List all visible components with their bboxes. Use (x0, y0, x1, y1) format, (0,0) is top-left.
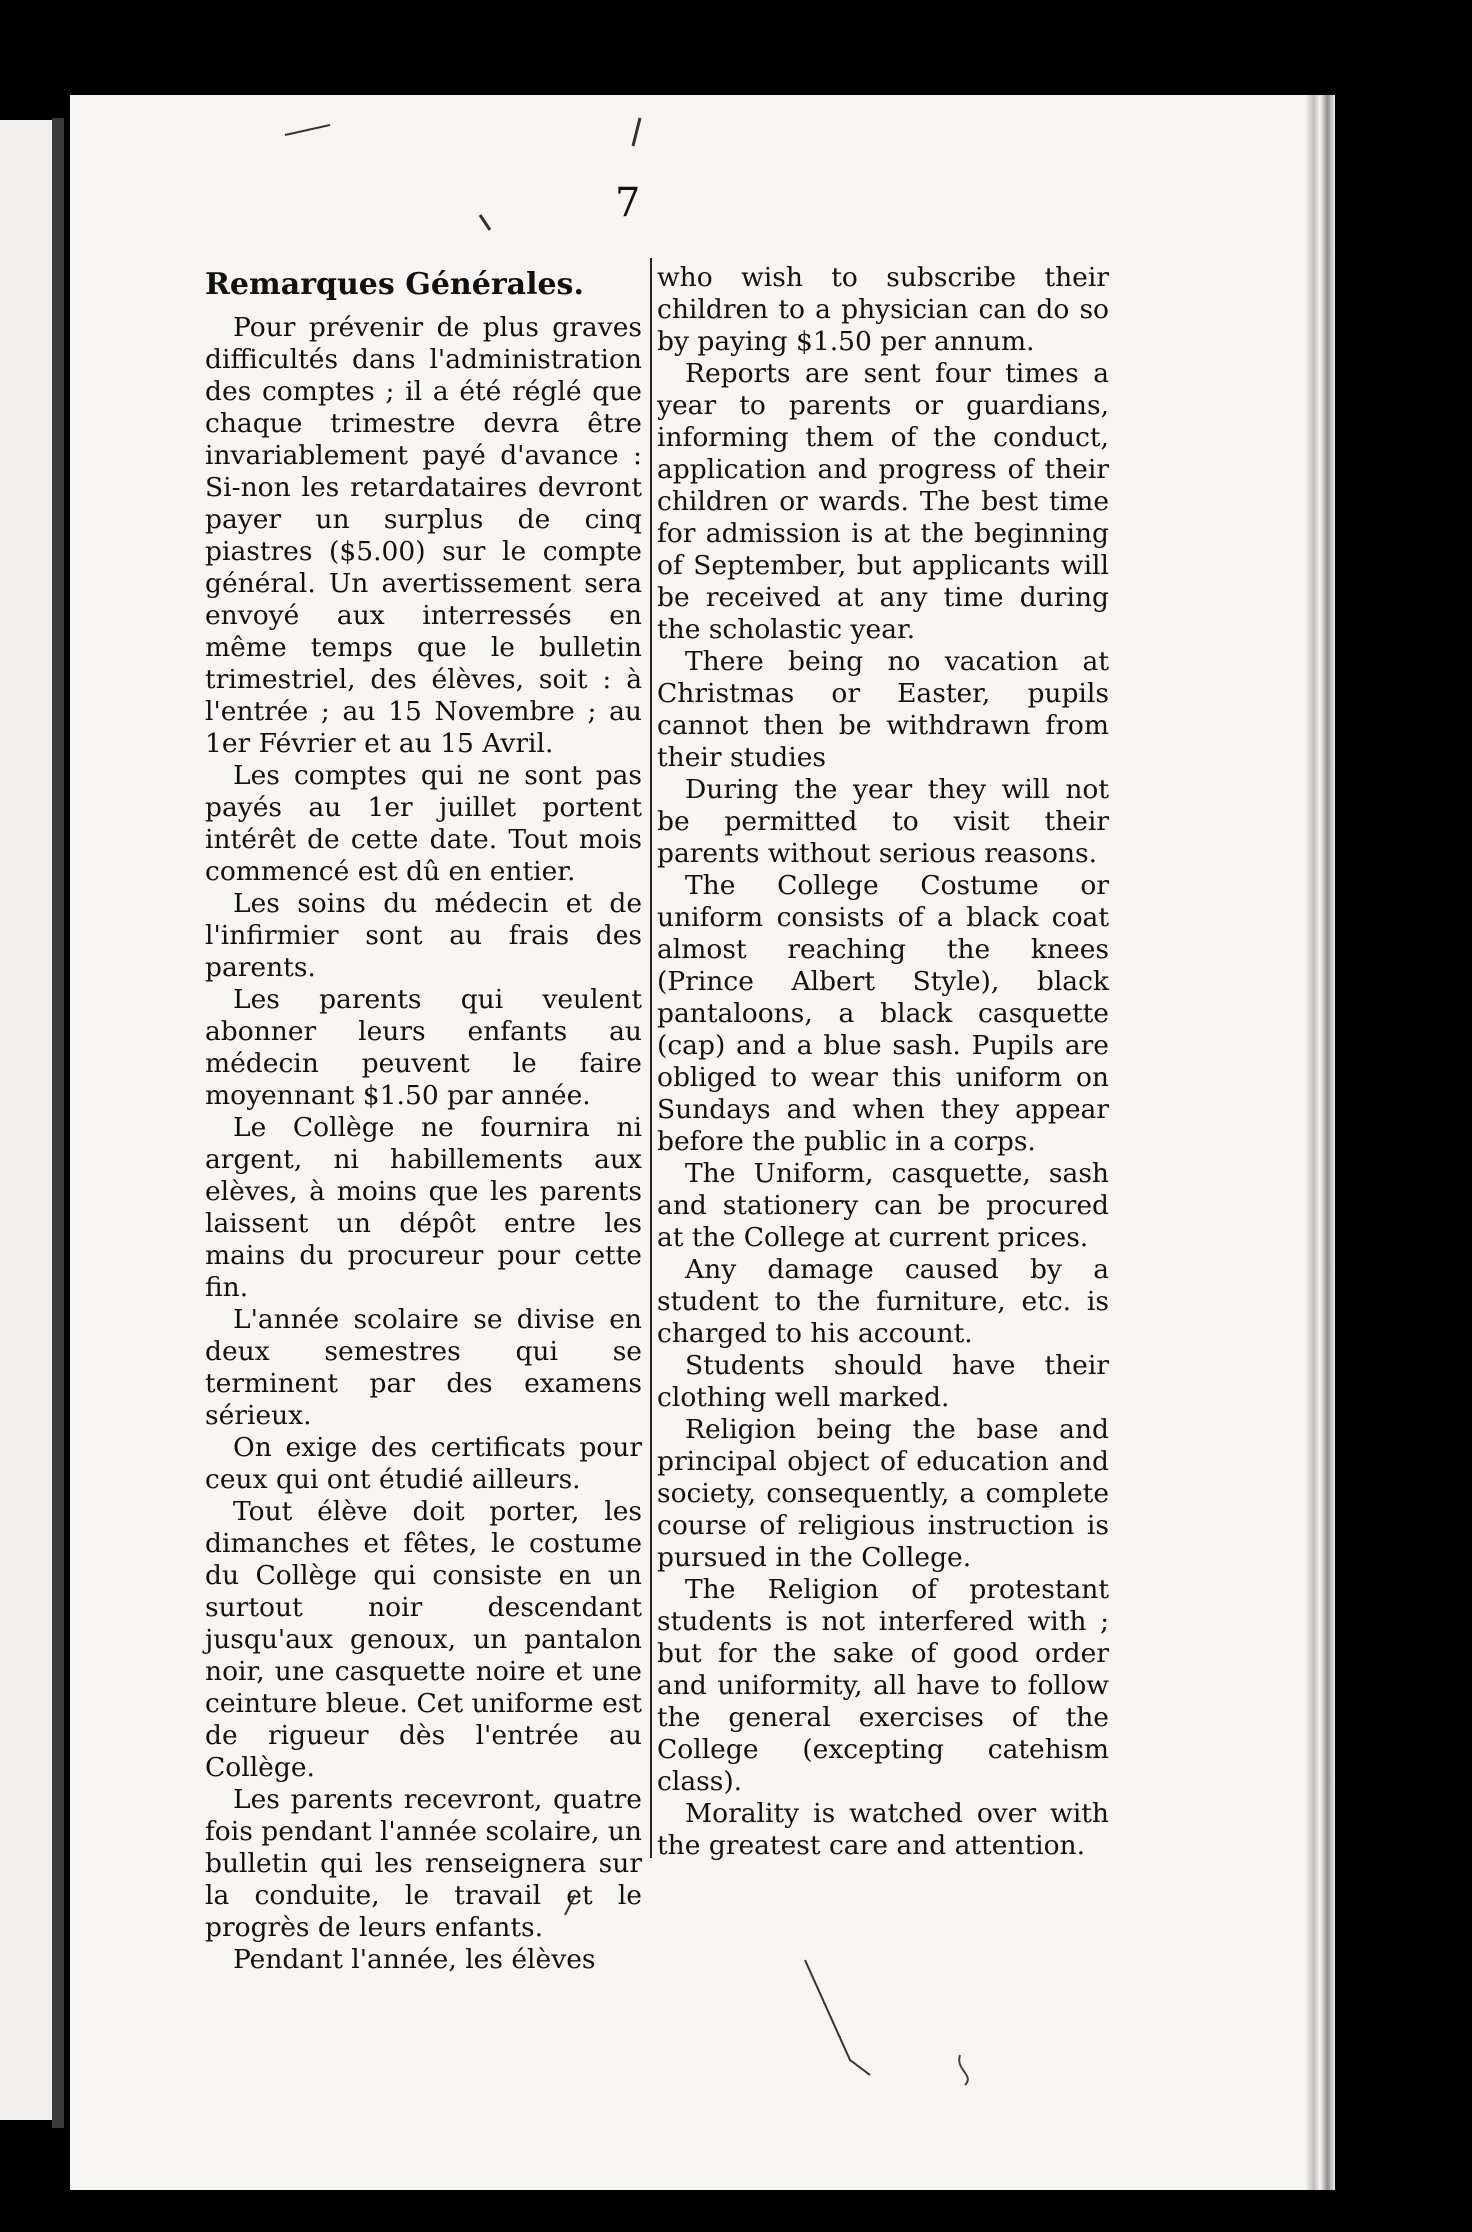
right-column-english (657, 262, 1109, 1862)
paragraph: Pendant l'année, les élèves (233, 1944, 596, 1975)
paragraph: Les parents recevront, quatre fois pendant l'année scolaire, un bulletin qui les renseignera sur la conduite, le travail et le progrès de leurs enfants. (205, 1784, 642, 1943)
paragraph: Les parents qui veulent abonner leurs enfants au médecin peuvent le faire moyennant $1.50 par année. (205, 984, 642, 1111)
paragraph: The Uniform, casquette, sash and stationery can be procured at the College at current prices. (657, 1158, 1109, 1253)
paragraph: On exige des certificats pour ceux qui ont étudié ailleurs. (205, 1432, 642, 1495)
paragraph: Pour prévenir de plus graves difficultés dans l'administration des comptes ; il a été réglé que chaque trimestre devra être invariablement payé d'avance : Si-non les retardataires devront payer un surplus de cinq piastres ($5.00) sur le compte général. Un avertissement sera envoyé aux interressés en même temps que le bulletin trimestriel, des élèves, soit : à l'entrée ; au 15 Novembre ; au 1er Février et au 15 Avril. (205, 312, 642, 759)
paragraph: Les comptes qui ne sont pas payés au 1er juillet portent intérêt de cette date. Tout mois commencé est dû en entier. (205, 760, 642, 887)
paragraph: During the year they will not be permitted to visit their parents without serious reasons. (657, 774, 1109, 869)
paragraph: Religion being the base and principal object of education and society, consequently, a complete course of religious instruction is pursued in the College. (657, 1414, 1109, 1573)
paragraph: Students should have their clothing well marked. (657, 1350, 1109, 1413)
page-gutter-shadow (52, 118, 64, 2128)
paragraph: Morality is watched over with the greatest care and attention. (657, 1798, 1109, 1861)
paragraph: Any damage caused by a student to the furniture, etc. is charged to his account. (657, 1254, 1109, 1349)
paragraph: The Religion of protestant students is not interfered with ; but for the sake of good order and uniformity, all have to follow the general exercises of the College (excepting catehism class). (657, 1574, 1109, 1797)
page-stack-edge (1305, 95, 1335, 2190)
section-heading: Remarques Générales. (205, 267, 584, 302)
paragraph: Tout élève doit porter, les dimanches et fêtes, le costume du Collège qui consiste en un surtout noir descendant jusqu'aux genoux, un pantalon noir, une casquette noire et une ceinture bleue. Cet uniforme est de rigueur dès l'entrée au Collège. (205, 1496, 642, 1783)
paragraph: Reports are sent four times a year to parents or guardians, informing them of the conduct, application and progress of their children or wards. The best time for admission is at the beginning of September, but applicants will be received at any time during the scholastic year. (657, 358, 1109, 645)
column-divider (650, 258, 652, 1858)
page-number: 7 (615, 180, 641, 226)
previous-page-edge (0, 120, 58, 2120)
left-column-french (205, 262, 642, 1976)
paragraph: L'année scolaire se divise en deux semestres qui se terminent par des examens sérieux. (205, 1304, 642, 1431)
paragraph: There being no vacation at Christmas or Easter, pupils cannot then be withdrawn from their studies (657, 646, 1109, 773)
paragraph: Le Collège ne fournira ni argent, ni habillements aux elèves, à moins que les parents laissent un dépôt entre les mains du procureur pour cette fin. (205, 1112, 642, 1303)
paragraph: Les soins du médecin et de l'infirmier sont au frais des parents. (205, 888, 642, 983)
paragraph: The College Costume or uniform consists of a black coat almost reaching the knees (Prince Albert Style), black pantaloons, a black casquette (cap) and a blue sash. Pupils are obliged to wear this uniform on Sundays and when they appear before the public in a corps. (657, 870, 1109, 1157)
paragraph-continuation: who wish to subscribe their children to a physician can do so by paying $1.50 per annum. (657, 262, 1109, 357)
